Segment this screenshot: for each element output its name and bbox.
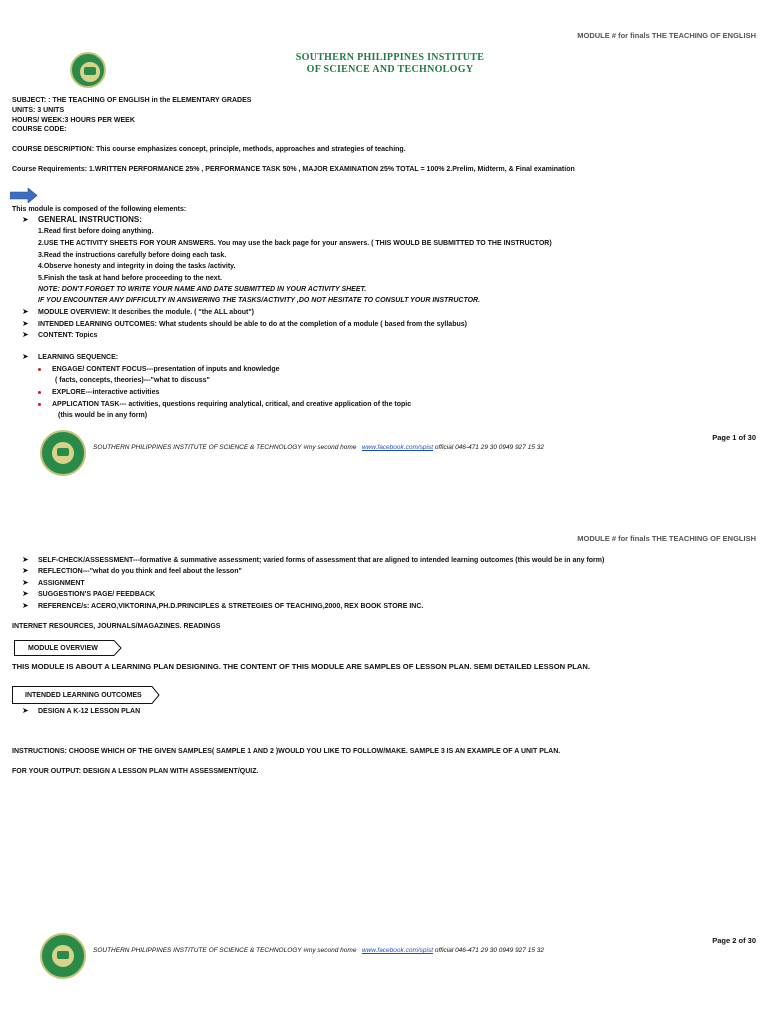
school-logo-icon (40, 933, 86, 979)
page2-item: REFERENCE/s: ACERO,VIKTORINA,PH.D.PRINCIPLES & STRETEGIES OF TEACHING,2000, REX BOOK STORE INC. (38, 603, 424, 610)
module-overview-tag: MODULE OVERVIEW (28, 645, 98, 652)
arrow-bullet-icon: ➤ (22, 319, 29, 328)
page2-item: ASSIGNMENT (38, 580, 85, 587)
arrow-bullet-icon: ➤ (22, 555, 29, 564)
arrow-bullet-icon: ➤ (22, 330, 29, 339)
page2-output: FOR YOUR OUTPUT: DESIGN A LESSON PLAN WITH ASSESSMENT/QUIZ. (12, 768, 259, 775)
instruction-item: 2.USE THE ACTIVITY SHEETS FOR YOUR ANSWERS. You may use the back page for your answers. ( THIS WOULD BE SUBMITTED TO THE INSTRUCTOR) (38, 240, 552, 247)
instruction-note: IF YOU ENCOUNTER ANY DIFFICULTY IN ANSWERING THE TASKS/ACTIVITY ,DO NOT HESITATE TO CONSULT YOUR INSTRUCTOR. (38, 297, 481, 304)
arrow-bullet-icon: ➤ (22, 706, 29, 715)
course-subject: SUBJECT: : THE TEACHING OF ENGLISH in the ELEMENTARY GRADES (12, 97, 252, 104)
composed-intro: This module is composed of the following elements: (12, 206, 187, 213)
ilo-item: DESIGN A K-12 LESSON PLAN (38, 708, 141, 715)
footer-facebook-link[interactable]: www.facebook.com/spist (361, 947, 434, 954)
sequence-application-detail: (this would be in any form) (58, 412, 148, 419)
instruction-item: 1.Read first before doing anything. (38, 228, 154, 235)
learning-sequence-title: LEARNING SEQUENCE: (38, 354, 119, 361)
general-instructions-title: GENERAL INSTRUCTIONS: (38, 215, 142, 224)
footer-text (93, 444, 544, 451)
element-overview: MODULE OVERVIEW: It describes the module. ( "the ALL about") (38, 309, 255, 316)
instruction-item: 5.Finish the task at hand before proceeding to the next. (38, 275, 222, 282)
page2-instructions: INSTRUCTIONS: CHOOSE WHICH OF THE GIVEN SAMPLES( SAMPLE 1 AND 2 )WOULD YOU LIKE TO FOLLOW/MAKE. SAMPLE 3 IS AN EXAMPLE OF A UNIT PLAN. (12, 748, 561, 755)
sequence-engage-detail: ( facts, concepts, theories)---"what to discuss" (55, 377, 210, 384)
course-description: COURSE DESCRIPTION: This course emphasizes concept, principle, methods, approaches and strategies of teaching. (12, 146, 406, 153)
sequence-engage: ENGAGE/ CONTENT FOCUS---presentation of inputs and knowledge (52, 366, 280, 373)
arrow-bullet-icon: ➤ (22, 589, 29, 598)
instruction-note: NOTE: DON'T FORGET TO WRITE YOUR NAME AND DATE SUBMITTED IN YOUR ACTIVITY SHEET. (38, 286, 367, 293)
module-header: MODULE # for finals THE TEACHING OF ENGLISH (577, 534, 756, 543)
page-number: Page 1 of 30 (712, 433, 756, 442)
footer-institution: SOUTHERN PHILIPPINES INSTITUTE OF SCIENCE & TECHNOLOGY #my second home (93, 444, 357, 451)
school-logo-icon (40, 430, 86, 476)
module-overview-text: THIS MODULE IS ABOUT A LEARNING PLAN DESIGNING. THE CONTENT OF THIS MODULE ARE SAMPLES OF LESSON PLAN. SEMI DETAILED LESSON PLAN. (12, 662, 590, 671)
arrow-bullet-icon: ➤ (22, 578, 29, 587)
course-units: UNITS: 3 UNITS (12, 107, 65, 114)
red-dot-bullet-icon (38, 391, 41, 394)
footer-contact: official 046-471 29 30 0949 927 15 32 (433, 444, 544, 451)
course-code: COURSE CODE: (12, 126, 67, 133)
institution-name-line2: OF SCIENCE AND TECHNOLOGY (306, 64, 474, 75)
course-hours: HOURS/ WEEK:3 HOURS PER WEEK (12, 117, 135, 124)
red-dot-bullet-icon (38, 368, 41, 371)
instruction-item: 4.Observe honesty and integrity in doing the tasks /activity. (38, 263, 236, 270)
page-number: Page 2 of 30 (712, 936, 756, 945)
footer-contact: official 046-471 29 30 0949 927 15 32 (433, 947, 544, 954)
arrow-bullet-icon: ➤ (22, 601, 29, 610)
footer-institution: SOUTHERN PHILIPPINES INSTITUTE OF SCIENCE & TECHNOLOGY #my second home (93, 947, 357, 954)
institution-name-line1: SOUTHERN PHILIPPINES INSTITUTE (295, 52, 485, 63)
footer-facebook-link[interactable]: www.facebook.com/spist (361, 444, 434, 451)
blue-arrow-icon (10, 188, 38, 203)
element-content: CONTENT: Topics (38, 332, 98, 339)
arrow-bullet-icon: ➤ (22, 566, 29, 575)
instruction-item: 3.Read the instructions carefully before doing each task. (38, 252, 227, 259)
course-requirements: Course Requirements: 1.WRITTEN PERFORMANCE 25% , PERFORMANCE TASK 50% , MAJOR EXAMINATION 25% TOTAL = 100% 2.Prelim, Midterm, & Final examination (12, 166, 575, 173)
page2-item: REFLECTION---"what do you think and feel about the lesson" (38, 568, 242, 575)
arrow-bullet-icon: ➤ (22, 307, 29, 316)
footer-text (93, 947, 544, 954)
arrow-bullet-icon: ➤ (22, 352, 29, 361)
sequence-application: APPLICATION TASK--- activities, questions requiring analytical, critical, and creative application of the topic (52, 401, 412, 408)
element-ilo: INTENDED LEARNING OUTCOMES: What students should be able to do at the completion of a module ( based from the syllabus) (38, 321, 467, 328)
red-dot-bullet-icon (38, 403, 41, 406)
sequence-explore: EXPLORE---interactive activities (52, 389, 160, 396)
module-header: MODULE # for finals THE TEACHING OF ENGLISH (577, 31, 756, 40)
page2-item: SELF-CHECK/ASSESSMENT---formative & summative assessment; varied forms of assessment that are aligned to intended learning outcomes (this would be in any form) (38, 557, 605, 564)
school-logo-icon (70, 52, 106, 88)
arrow-bullet-icon: ➤ (22, 215, 29, 224)
page2-item: SUGGESTION'S PAGE/ FEEDBACK (38, 591, 156, 598)
internet-resources: INTERNET RESOURCES, JOURNALS/MAGAZINES. READINGS (12, 623, 221, 630)
ilo-tag: INTENDED LEARNING OUTCOMES (25, 692, 142, 699)
